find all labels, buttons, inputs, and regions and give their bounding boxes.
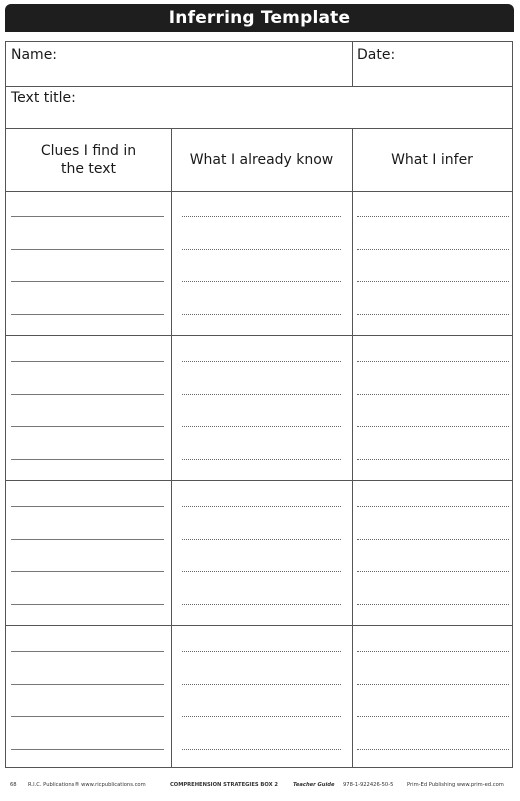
column-header-already-know-label: What I already know	[189, 151, 334, 168]
clues-writing-line	[11, 539, 164, 540]
infer-writing-line	[357, 361, 509, 362]
infer-writing-line	[357, 394, 509, 395]
infer-writing-line	[357, 426, 509, 427]
column-header-clues-line1: Clues I find in	[40, 142, 137, 159]
know-writing-line	[182, 249, 341, 250]
clues-writing-line	[11, 749, 164, 750]
clues-writing-line	[11, 394, 164, 395]
column-header-infer-label: What I infer	[391, 151, 473, 168]
column-header-infer	[352, 128, 512, 191]
footer-prim-ed: Prim-Ed Publishing www.prim-ed.com	[407, 782, 504, 788]
date-field-label: Date:	[357, 47, 396, 63]
name-date-row	[6, 42, 512, 87]
footer-guide: Teacher Guide	[293, 782, 335, 788]
writing-block	[6, 336, 512, 481]
column-header-clues-line2: the text	[60, 160, 117, 177]
column-header-row	[6, 128, 512, 192]
know-writing-line	[182, 216, 341, 217]
writing-block	[6, 481, 512, 626]
know-writing-line	[182, 426, 341, 427]
infer-writing-line	[357, 249, 509, 250]
clues-writing-line	[11, 716, 164, 717]
clues-writing-line	[11, 604, 164, 605]
clues-writing-line	[11, 571, 164, 572]
clues-writing-line	[11, 249, 164, 250]
infer-writing-line	[357, 716, 509, 717]
page-title: Inferring Template	[168, 8, 351, 28]
know-writing-line	[182, 506, 341, 507]
clues-writing-line	[11, 216, 164, 217]
clues-writing-line	[11, 684, 164, 685]
clues-writing-line	[11, 506, 164, 507]
know-writing-line	[182, 571, 341, 572]
footer-page-number: 68	[10, 782, 17, 788]
footer-publisher: R.I.C. Publications® www.ricpublications.com	[28, 782, 146, 788]
writing-block	[6, 191, 512, 336]
infer-writing-line	[357, 314, 509, 315]
infer-writing-line	[357, 459, 509, 460]
know-writing-line	[182, 314, 341, 315]
infer-writing-line	[357, 684, 509, 685]
clues-writing-line	[11, 281, 164, 282]
name-date-divider	[352, 42, 353, 86]
name-field-label: Name:	[11, 47, 58, 63]
know-writing-line	[182, 281, 341, 282]
footer-isbn: 978-1-922426-50-5	[343, 782, 394, 788]
clues-writing-line	[11, 361, 164, 362]
know-writing-line	[182, 604, 341, 605]
know-writing-line	[182, 539, 341, 540]
know-writing-line	[182, 651, 341, 652]
clues-writing-line	[11, 426, 164, 427]
infer-writing-line	[357, 216, 509, 217]
text-title-label: Text title:	[11, 90, 76, 106]
inferring-worksheet	[5, 41, 513, 768]
infer-writing-line	[357, 749, 509, 750]
know-writing-line	[182, 459, 341, 460]
know-writing-line	[182, 394, 341, 395]
column-header-clues	[6, 128, 171, 191]
infer-writing-line	[357, 539, 509, 540]
infer-writing-line	[357, 604, 509, 605]
footer-product: COMPREHENSION STRATEGIES BOX 2	[170, 782, 278, 788]
infer-writing-line	[357, 651, 509, 652]
column-header-already-know	[171, 128, 352, 191]
page-footer	[10, 782, 510, 792]
clues-writing-line	[11, 651, 164, 652]
text-title-row	[6, 86, 512, 129]
title-bar	[5, 4, 514, 32]
know-writing-line	[182, 716, 341, 717]
know-writing-line	[182, 684, 341, 685]
infer-writing-line	[357, 281, 509, 282]
know-writing-line	[182, 361, 341, 362]
writing-block	[6, 626, 512, 771]
know-writing-line	[182, 749, 341, 750]
clues-writing-line	[11, 459, 164, 460]
infer-writing-line	[357, 571, 509, 572]
clues-writing-line	[11, 314, 164, 315]
infer-writing-line	[357, 506, 509, 507]
